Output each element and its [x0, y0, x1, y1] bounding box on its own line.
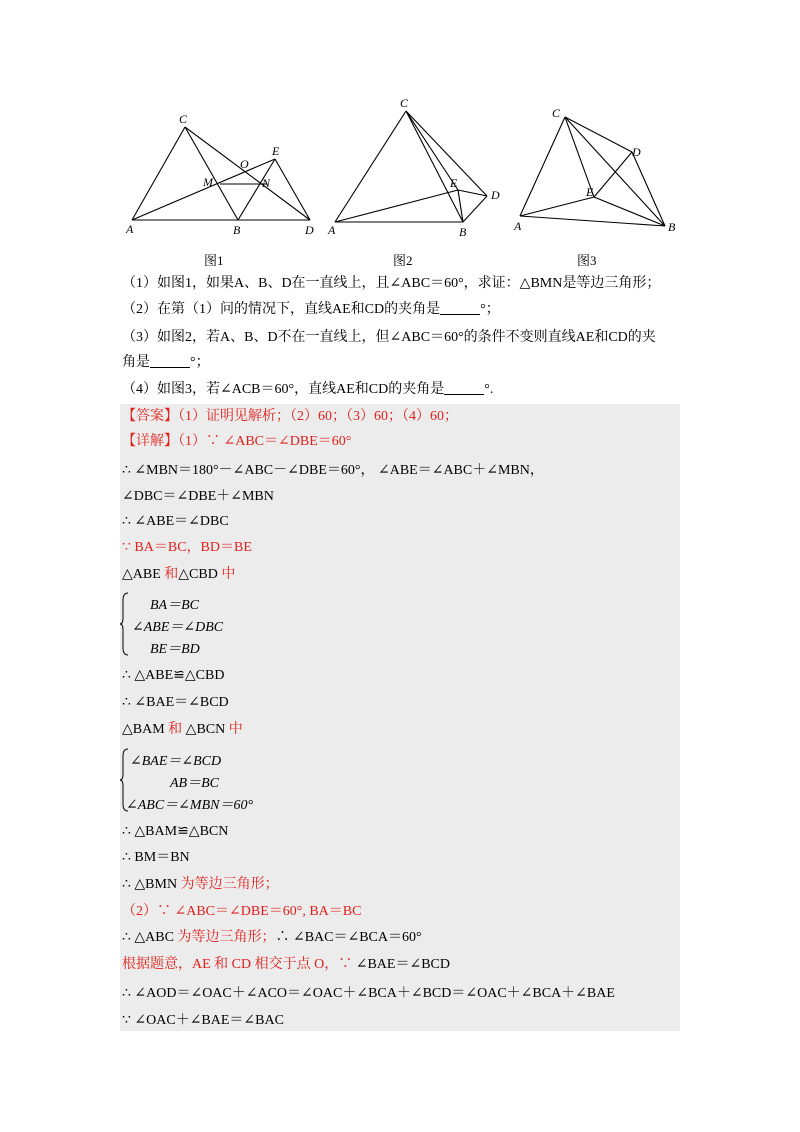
fig1-label-n: N [262, 176, 271, 190]
question-1: （1）如图1，如果A、B、D在一直线上，且∠ABC＝60°，求证：△BMN是等边三角形； [122, 276, 661, 291]
triangle-bmn: ∴ △BMN [122, 877, 178, 892]
fig2-label-d: D [491, 188, 500, 202]
solution-line-11: ∴ △BAM≌△BCN [122, 824, 229, 839]
solution-line-14: （2）∵ ∠ABC＝∠DBE＝60°, BA＝BC [122, 904, 362, 919]
solution-line-12: ∴ BM＝BN [122, 850, 190, 865]
system-1-row-3: BE＝BD [150, 642, 200, 657]
system-2-row-3: ∠ABC＝∠MBN＝60° [126, 798, 254, 813]
conj-and-1: 和 [164, 567, 179, 582]
answer-text: （1）证明见解析；（2）60；（3）60；（4）60； [178, 409, 458, 424]
question-4-suffix: °. [484, 382, 494, 397]
solution-line-6: ∵ BA＝BC，BD＝BE [122, 540, 252, 555]
figure-3-caption: 图3 [577, 253, 597, 268]
fig1-label-b: B [233, 223, 241, 237]
question-3-line-2 [122, 353, 210, 373]
question-4 [122, 380, 493, 400]
fig3-label-a: A [514, 219, 522, 233]
equilateral-conclusion-1: 为等边三角形； [180, 877, 279, 892]
fig3-label-e: E [586, 185, 594, 199]
triangle-bcn: △BCN [185, 722, 226, 737]
conj-and-2: 和 [168, 722, 183, 737]
figure-2 [325, 97, 515, 247]
question-4-text: （4）如图3，若∠ACB＝60°，直线AE和CD的夹角是 [122, 382, 445, 397]
angle-bae-bcd: ∠BAE＝∠BCD [355, 957, 450, 972]
word-in-2: 中 [228, 722, 243, 737]
figure-1 [120, 110, 320, 245]
system-1-row-1: BA＝BC [150, 598, 199, 613]
figure-3-diagram [510, 100, 690, 240]
word-in-1: 中 [221, 567, 236, 582]
angle-bac-bca: ∴ ∠BAC＝∠BCA＝60° [275, 930, 422, 945]
triangle-cbd: △CBD [178, 567, 218, 582]
answer-line [122, 408, 458, 426]
solution-line-18: ∵ ∠OAC＋∠BAE＝∠BAC [122, 1013, 284, 1028]
detail-line [122, 433, 351, 451]
solution-line-9: ∴ ∠BAE＝∠BCD [122, 695, 229, 710]
fig2-label-a: A [328, 223, 336, 237]
solution-line-17: ∴ ∠AOD＝∠OAC＋∠ACO＝∠OAC＋∠BCA＋∠BCD＝∠OAC＋∠BCA＋∠BAE [122, 986, 615, 1001]
triangle-abc: ∴ △ABC [122, 930, 174, 945]
figure-1-diagram [120, 110, 320, 240]
figure-2-diagram [325, 97, 515, 242]
solution-line-16 [122, 956, 450, 974]
solution-line-8: ∴ △ABE≌△CBD [122, 668, 225, 683]
fig2-label-b: B [459, 225, 467, 239]
solution-line-13 [122, 876, 279, 894]
question-3-text: 角是 [122, 355, 150, 370]
fig2-label-e: E [450, 176, 458, 190]
fig1-label-c: C [179, 112, 188, 126]
figure-3 [510, 100, 690, 245]
fig3-label-b: B [668, 220, 676, 234]
solution-line-4: ∠DBC＝∠DBE＋∠MBN [122, 489, 274, 504]
triangle-bam: △BAM [122, 722, 165, 737]
solution-line-15 [122, 929, 422, 947]
intersection-statement: 根据题意，AE 和 CD 相交于点 O，∵ [122, 957, 353, 972]
fig1-label-m: M [203, 175, 213, 189]
system-1-row-2: ∠ABE＝∠DBC [132, 620, 224, 635]
question-2-text: （2）在第（1）问的情况下，直线AE和CD的夹角是 [122, 302, 441, 317]
system-2-row-2: AB＝BC [170, 776, 219, 791]
fig1-label-a: A [126, 222, 134, 236]
triangle-abe: △ABE [122, 567, 161, 582]
answer-blank-2 [440, 300, 480, 315]
figure-2-caption: 图2 [393, 253, 413, 268]
detail-text: （1）∵ ∠ABC＝∠DBE＝60° [178, 434, 352, 449]
fig3-label-d: D [632, 145, 641, 159]
figure-1-caption: 图1 [204, 253, 224, 268]
fig1-label-o: O [240, 157, 249, 171]
system-2-row-1: ∠BAE＝∠BCD [130, 754, 222, 769]
question-3-suffix: °； [190, 355, 210, 370]
fig1-label-e: E [272, 144, 280, 158]
answer-blank-3 [150, 353, 190, 368]
answer-tag: 【答案】 [122, 409, 178, 424]
question-2 [122, 300, 500, 320]
detail-tag: 【详解】 [122, 434, 178, 449]
brace-1 [120, 592, 130, 656]
solution-line-10 [122, 721, 243, 739]
solution-line-5: ∴ ∠ABE＝∠DBC [122, 514, 229, 529]
fig2-label-c: C [400, 96, 409, 110]
equilateral-conclusion-2: 为等边三角形； [177, 930, 276, 945]
answer-blank-4 [444, 380, 484, 395]
fig3-label-c: C [552, 106, 561, 120]
question-3-line-1: （3）如图2，若A、B、D不在一直线上，但∠ABC＝60°的条件不变则直线AE和CD的夹 [122, 330, 656, 345]
solution-line-3: ∴ ∠MBN＝180°－∠ABC－∠DBE＝60°， ∠ABE＝∠ABC＋∠MBN， [122, 463, 544, 478]
fig1-label-d: D [305, 223, 314, 237]
question-2-suffix: °； [480, 302, 500, 317]
solution-line-7 [122, 566, 235, 584]
